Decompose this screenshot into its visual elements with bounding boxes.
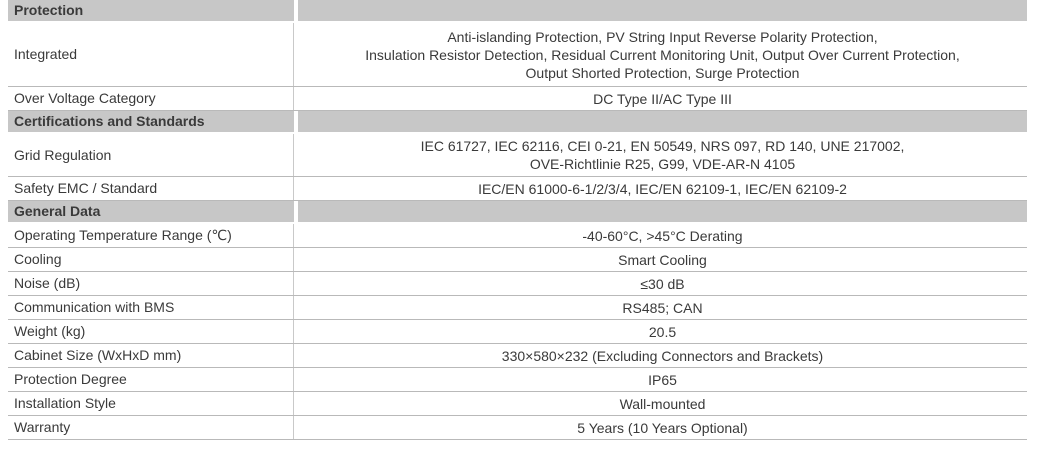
table-row (8, 224, 1027, 248)
row-value: 330×580×232 (Excluding Connectors and Brackets) (501, 347, 824, 364)
table-row (8, 392, 1027, 416)
row-label: Over Voltage Category (8, 87, 294, 110)
row-label: Weight (kg) (8, 320, 294, 343)
row-label: Integrated (8, 23, 294, 86)
row-label: Warranty (8, 416, 294, 439)
table-row (8, 416, 1027, 440)
section-title: General Data (8, 201, 294, 222)
section-header-certifications (8, 111, 1027, 132)
row-label: Operating Temperature Range (℃) (8, 224, 294, 247)
row-label: Cabinet Size (WxHxD mm) (8, 344, 294, 367)
section-header-protection (8, 0, 1027, 21)
row-label: Cooling (8, 248, 294, 271)
table-row (8, 87, 1027, 111)
table-row (8, 344, 1027, 368)
row-value: Wall-mounted (619, 395, 706, 412)
section-title: Protection (8, 0, 294, 21)
row-label: Noise (dB) (8, 272, 294, 295)
table-row (8, 248, 1027, 272)
table-row (8, 177, 1027, 201)
section-title: Certifications and Standards (8, 111, 294, 132)
row-label: Communication with BMS (8, 296, 294, 319)
row-value: IEC 61727, IEC 62116, CEI 0-21, EN 50549, NRS 097, RD 140, UNE 217002, OVE-Richtlinie R25, G99, VDE-AR-N 4105 (420, 138, 905, 172)
row-value: RS485; CAN (622, 299, 703, 316)
section-header-fill (298, 201, 1027, 222)
row-value: Smart Cooling (618, 251, 707, 268)
row-value: DC Type II/AC Type III (593, 90, 732, 107)
table-row (8, 296, 1027, 320)
table-row (8, 320, 1027, 344)
section-header-fill (298, 111, 1027, 132)
table-row (8, 368, 1027, 392)
row-value: 5 Years (10 Years Optional) (577, 419, 748, 436)
table-row (8, 134, 1027, 177)
table-row (8, 272, 1027, 296)
table-row (8, 23, 1027, 87)
row-value: Anti-islanding Protection, PV String Input Reverse Polarity Protection, Insulation Resistor Detection, Residual Current Monitoring Unit, Output Over Current Protection, Output Shorted Protection, Surge Protection (365, 28, 960, 81)
row-label: Grid Regulation (8, 134, 294, 176)
section-header-general-data (8, 201, 1027, 222)
row-value: IEC/EN 61000-6-1/2/3/4, IEC/EN 62109-1, IEC/EN 62109-2 (478, 180, 847, 197)
row-label: Protection Degree (8, 368, 294, 391)
row-label: Safety EMC / Standard (8, 177, 294, 200)
row-value: IP65 (648, 371, 677, 388)
spec-table (8, 0, 1027, 440)
row-value: -40-60°C, >45°C Derating (582, 227, 743, 244)
row-value: ≤30 dB (640, 275, 685, 292)
section-header-fill (298, 0, 1027, 21)
row-label: Installation Style (8, 392, 294, 415)
row-value: 20.5 (648, 323, 677, 340)
